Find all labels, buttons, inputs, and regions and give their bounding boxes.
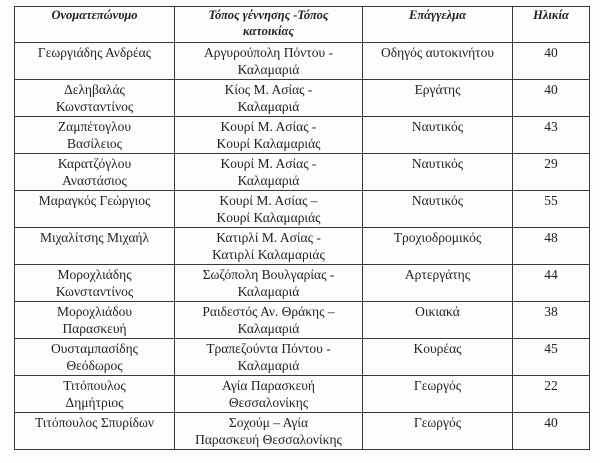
- cell-occupation: [363, 117, 513, 154]
- cell-name: [15, 80, 175, 117]
- cell-name: [15, 265, 175, 302]
- table-row: [15, 191, 590, 228]
- cell-name: [15, 376, 175, 413]
- name-line: Τιτόπουλος: [63, 378, 126, 393]
- age-text: 44: [544, 267, 558, 282]
- name-line: Βασίλειος: [67, 136, 122, 151]
- occupation-text: Ναυτικός: [411, 193, 464, 208]
- cell-age: [513, 117, 590, 154]
- cell-occupation: [363, 154, 513, 191]
- name-line: Μοροχλιάδης: [57, 267, 132, 282]
- cell-name: [15, 117, 175, 154]
- cell-age: [513, 376, 590, 413]
- place-line: Παρασκευή Θεσσαλονίκης: [195, 432, 342, 447]
- name-line: Θεόδωρος: [66, 358, 123, 373]
- cell-age: [513, 228, 590, 265]
- name-line: Καρατζόγλου: [57, 156, 132, 171]
- cell-name: [15, 339, 175, 376]
- cell-age: [513, 302, 590, 339]
- header-name: [15, 7, 175, 43]
- table-row: [15, 154, 590, 191]
- name-line: Κωνσταντίνος: [55, 284, 134, 299]
- name-line: Δημήτριος: [65, 395, 124, 410]
- table-row: [15, 302, 590, 339]
- cell-age: [513, 413, 590, 450]
- age-text: 22: [544, 378, 558, 393]
- occupation-text: Κουρέας: [413, 341, 462, 356]
- cell-age: [513, 265, 590, 302]
- table-row: [15, 228, 590, 265]
- header-age: [513, 7, 590, 43]
- age-text: 40: [544, 45, 558, 60]
- age-text: 29: [544, 156, 558, 171]
- cell-occupation: [363, 191, 513, 228]
- cell-place: [175, 191, 363, 228]
- table-row: [15, 376, 590, 413]
- table-row: [15, 80, 590, 117]
- table-row: [15, 43, 590, 80]
- occupation-text: Οικιακά: [415, 304, 460, 319]
- cell-name: [15, 302, 175, 339]
- cell-name: [15, 191, 175, 228]
- name-line: Δεληβαλάς: [64, 82, 125, 97]
- persons-table: [14, 6, 590, 450]
- name-line: Μαραγκός Γεώργιος: [38, 193, 151, 208]
- header-occupation-text: Επάγγελμα: [408, 8, 467, 22]
- cell-place: [175, 265, 363, 302]
- name-line: Αναστάσιος: [62, 173, 127, 188]
- table-row: [15, 117, 590, 154]
- age-text: 40: [544, 82, 558, 97]
- place-line: Κουρί Καλαμαριάς: [216, 136, 321, 151]
- cell-name: [15, 413, 175, 450]
- cell-occupation: [363, 265, 513, 302]
- table-header-row: [15, 7, 590, 43]
- age-text: 48: [544, 230, 558, 245]
- header-place-line-1: Τόπος γέννησης -Τόπος: [208, 8, 329, 22]
- place-line: Καλαμαριά: [237, 173, 300, 188]
- header-place: [175, 7, 363, 43]
- name-line: Παρασκευή: [62, 321, 127, 336]
- occupation-text: Γεωργός: [413, 415, 462, 430]
- place-line: Κουρί Μ. Ασίας -: [220, 119, 317, 134]
- cell-age: [513, 339, 590, 376]
- place-line: Κουρί Καλαμαριάς: [216, 210, 321, 225]
- name-line: Γεωργιάδης Ανδρέας: [37, 45, 152, 60]
- age-text: 40: [544, 415, 558, 430]
- cell-place: [175, 43, 363, 80]
- name-line: Μιχαλίτσης Μιχαήλ: [39, 230, 150, 245]
- cell-place: [175, 339, 363, 376]
- cell-age: [513, 43, 590, 80]
- cell-place: [175, 376, 363, 413]
- cell-place: [175, 80, 363, 117]
- cell-occupation: [363, 339, 513, 376]
- header-name-text: Ονοματεπώνυμο: [51, 8, 138, 22]
- place-line: Κίος Μ. Ασίας -: [224, 82, 313, 97]
- age-text: 43: [544, 119, 558, 134]
- occupation-text: Τροχιοδρομικός: [393, 230, 482, 245]
- place-line: Καλαμαριά: [237, 284, 300, 299]
- place-line: Τραπεζούντα Πόντου -: [206, 341, 331, 356]
- name-line: Ουσταμπασίδης: [50, 341, 138, 356]
- place-line: Σωζόπολη Βουλγαρίας -: [202, 267, 335, 282]
- place-line: Ραιδεστός Αν. Θράκης –: [202, 304, 335, 319]
- cell-occupation: [363, 80, 513, 117]
- place-line: Καλαμαριά: [237, 321, 300, 336]
- cell-occupation: [363, 228, 513, 265]
- table-row: [15, 265, 590, 302]
- name-line: Μοροχλιάδου: [56, 304, 133, 319]
- place-line: Καλαμαριά: [237, 358, 300, 373]
- cell-occupation: [363, 413, 513, 450]
- cell-place: [175, 228, 363, 265]
- place-line: Κατιρλί Καλαμαριάς: [212, 247, 325, 262]
- table-body: [15, 43, 590, 450]
- table-row: [15, 339, 590, 376]
- name-line: Ζαμπέτογλου: [57, 119, 132, 134]
- age-text: 45: [544, 341, 558, 356]
- occupation-text: Ναυτικός: [411, 156, 464, 171]
- name-line: Κωνσταντίνος: [55, 99, 134, 114]
- place-line: Κουρί Μ. Ασίας -: [220, 156, 317, 171]
- place-line: Κατιρλί Μ. Ασίας -: [216, 230, 321, 245]
- occupation-text: Αρτεργάτης: [404, 267, 471, 282]
- age-text: 55: [544, 193, 558, 208]
- cell-place: [175, 117, 363, 154]
- occupation-text: Οδηγός αυτοκινήτου: [381, 45, 494, 60]
- cell-name: [15, 228, 175, 265]
- age-text: 38: [544, 304, 558, 319]
- cell-occupation: [363, 302, 513, 339]
- place-line: Θεσσαλονίκης: [228, 395, 309, 410]
- header-age-text: Ηλικία: [533, 8, 569, 22]
- header-occupation: [363, 7, 513, 43]
- table-row: [15, 413, 590, 450]
- occupation-text: Ναυτικός: [411, 119, 464, 134]
- cell-name: [15, 154, 175, 191]
- cell-occupation: [363, 376, 513, 413]
- place-line: Σοχούμ – Αγία: [228, 415, 309, 430]
- cell-place: [175, 302, 363, 339]
- place-line: Καλαμαριά: [237, 99, 300, 114]
- cell-place: [175, 413, 363, 450]
- cell-name: [15, 43, 175, 80]
- place-line: Κουρί Μ. Ασίας –: [219, 193, 318, 208]
- cell-age: [513, 80, 590, 117]
- name-line: Τιτόπουλος Σπυρίδων: [35, 415, 154, 430]
- cell-age: [513, 154, 590, 191]
- header-place-line-2: κατοικίας: [243, 24, 294, 38]
- cell-place: [175, 154, 363, 191]
- place-line: Αγία Παρασκευή: [222, 378, 315, 393]
- place-line: Καλαμαριά: [237, 62, 300, 77]
- occupation-text: Γεωργός: [413, 378, 462, 393]
- cell-age: [513, 191, 590, 228]
- cell-occupation: [363, 43, 513, 80]
- occupation-text: Εργάτης: [414, 82, 461, 97]
- place-line: Αργυρούπολη Πόντου -: [203, 45, 334, 60]
